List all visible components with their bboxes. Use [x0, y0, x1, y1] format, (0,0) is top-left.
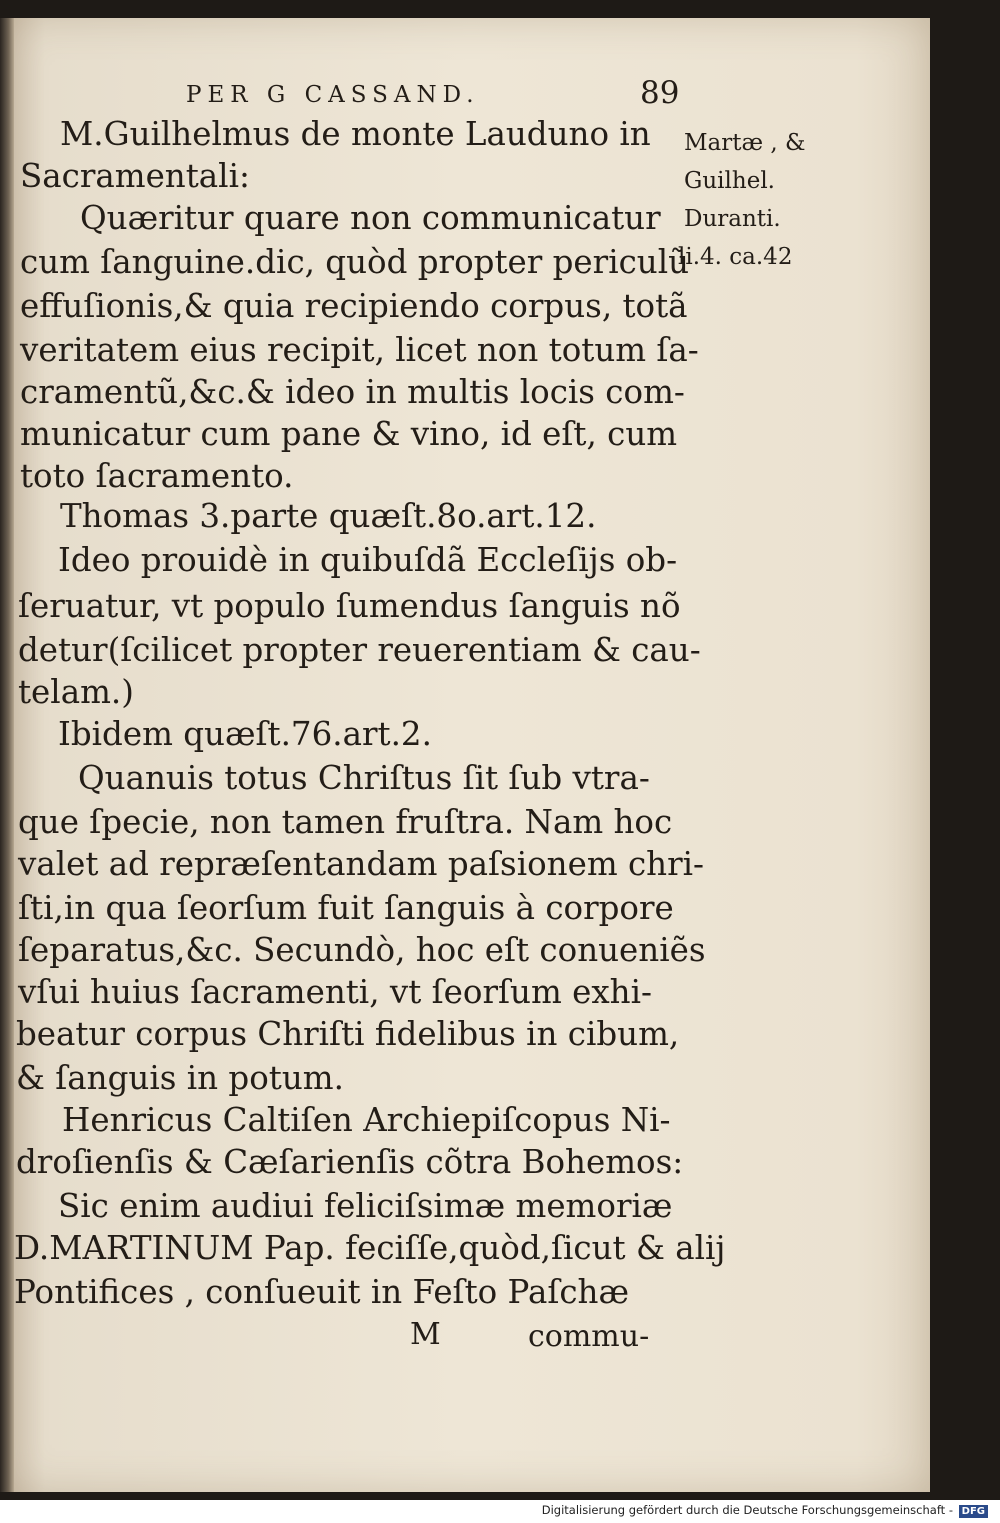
credit-text: Digitalisierung gefördert durch die Deutsche Forschungsgemeinschaft -	[541, 1503, 953, 1517]
text-line: vſui huius ſacramenti, vt ſeorſum exhi-	[18, 973, 652, 1011]
margin-note-line: Martæ , &	[684, 130, 806, 156]
text-line: Pontifices , conſueuit in Feſto Paſchæ	[14, 1273, 630, 1311]
margin-note-line: Guilhel.	[684, 168, 775, 194]
text-line: Sacramentali:	[20, 157, 250, 195]
margin-note-line: Duranti.	[684, 206, 781, 232]
page-number: 89	[640, 75, 680, 111]
text-line: M.Guilhelmus de monte Lauduno in	[60, 115, 651, 153]
text-line: Ibidem quæſt.76.art.2.	[58, 715, 432, 753]
text-line: & ſanguis in potum.	[16, 1059, 344, 1097]
text-line: cramentũ,&c.& ideo in multis locis com-	[20, 373, 685, 411]
text-line: veritatem eius recipit, licet non totum ſa-	[20, 331, 699, 369]
margin-note-line: li.4. ca.42	[678, 244, 793, 270]
text-line: beatur corpus Chriſti fidelibus in cibum,	[16, 1015, 680, 1053]
dfg-logo: DFG	[959, 1505, 988, 1518]
text-line: D.MARTINUM Pap. feciſſe,quòd,ſicut & alij	[14, 1229, 726, 1267]
text-line: Quæritur quare non communicatur	[80, 199, 661, 237]
text-line: valet ad repræſentandam paſsionem chri-	[18, 845, 705, 883]
running-title: PER G CASSAND.	[186, 82, 480, 108]
text-line: effuſionis,& quia recipiendo corpus, totã	[20, 287, 688, 325]
text-line: telam.)	[18, 673, 134, 711]
text-line: detur(ſcilicet propter reuerentiam & cau-	[18, 631, 701, 669]
page-binding-edge	[0, 18, 14, 1492]
digitization-credit	[542, 1503, 988, 1518]
text-line: toto ſacramento.	[20, 457, 294, 495]
catchword: commu-	[528, 1319, 650, 1354]
text-line: Thomas 3.parte quæſt.8o.art.12.	[60, 497, 597, 535]
text-line: Henricus Caltiſen Archiepiſcopus Ni-	[62, 1101, 671, 1139]
text-line: que ſpecie, non tamen fruſtra. Nam hoc	[18, 803, 673, 841]
text-line: Ideo prouidè in quibuſdã Eccleſijs ob-	[58, 541, 678, 579]
text-line: municatur cum pane & vino, id eſt, cum	[20, 415, 678, 453]
text-line: Quanuis totus Chriſtus ſit ſub vtra-	[78, 759, 650, 797]
book-page	[8, 18, 930, 1492]
text-line: cum ſanguine.dic, quòd propter periculũ	[20, 243, 690, 281]
text-line: ſti,in qua ſeorſum fuit ſanguis à corpore	[18, 889, 674, 927]
text-line: Sic enim audiui feliciſsimæ memoriæ	[58, 1187, 673, 1225]
signature-mark: M	[410, 1317, 441, 1352]
text-line: ſeruatur, vt populo ſumendus ſanguis nõ	[18, 587, 681, 625]
text-line: droſienſis & Cæſarienſis cõtra Bohemos:	[16, 1143, 684, 1181]
text-line: ſeparatus,&c. Secundò, hoc eſt conueniẽs	[18, 931, 706, 969]
